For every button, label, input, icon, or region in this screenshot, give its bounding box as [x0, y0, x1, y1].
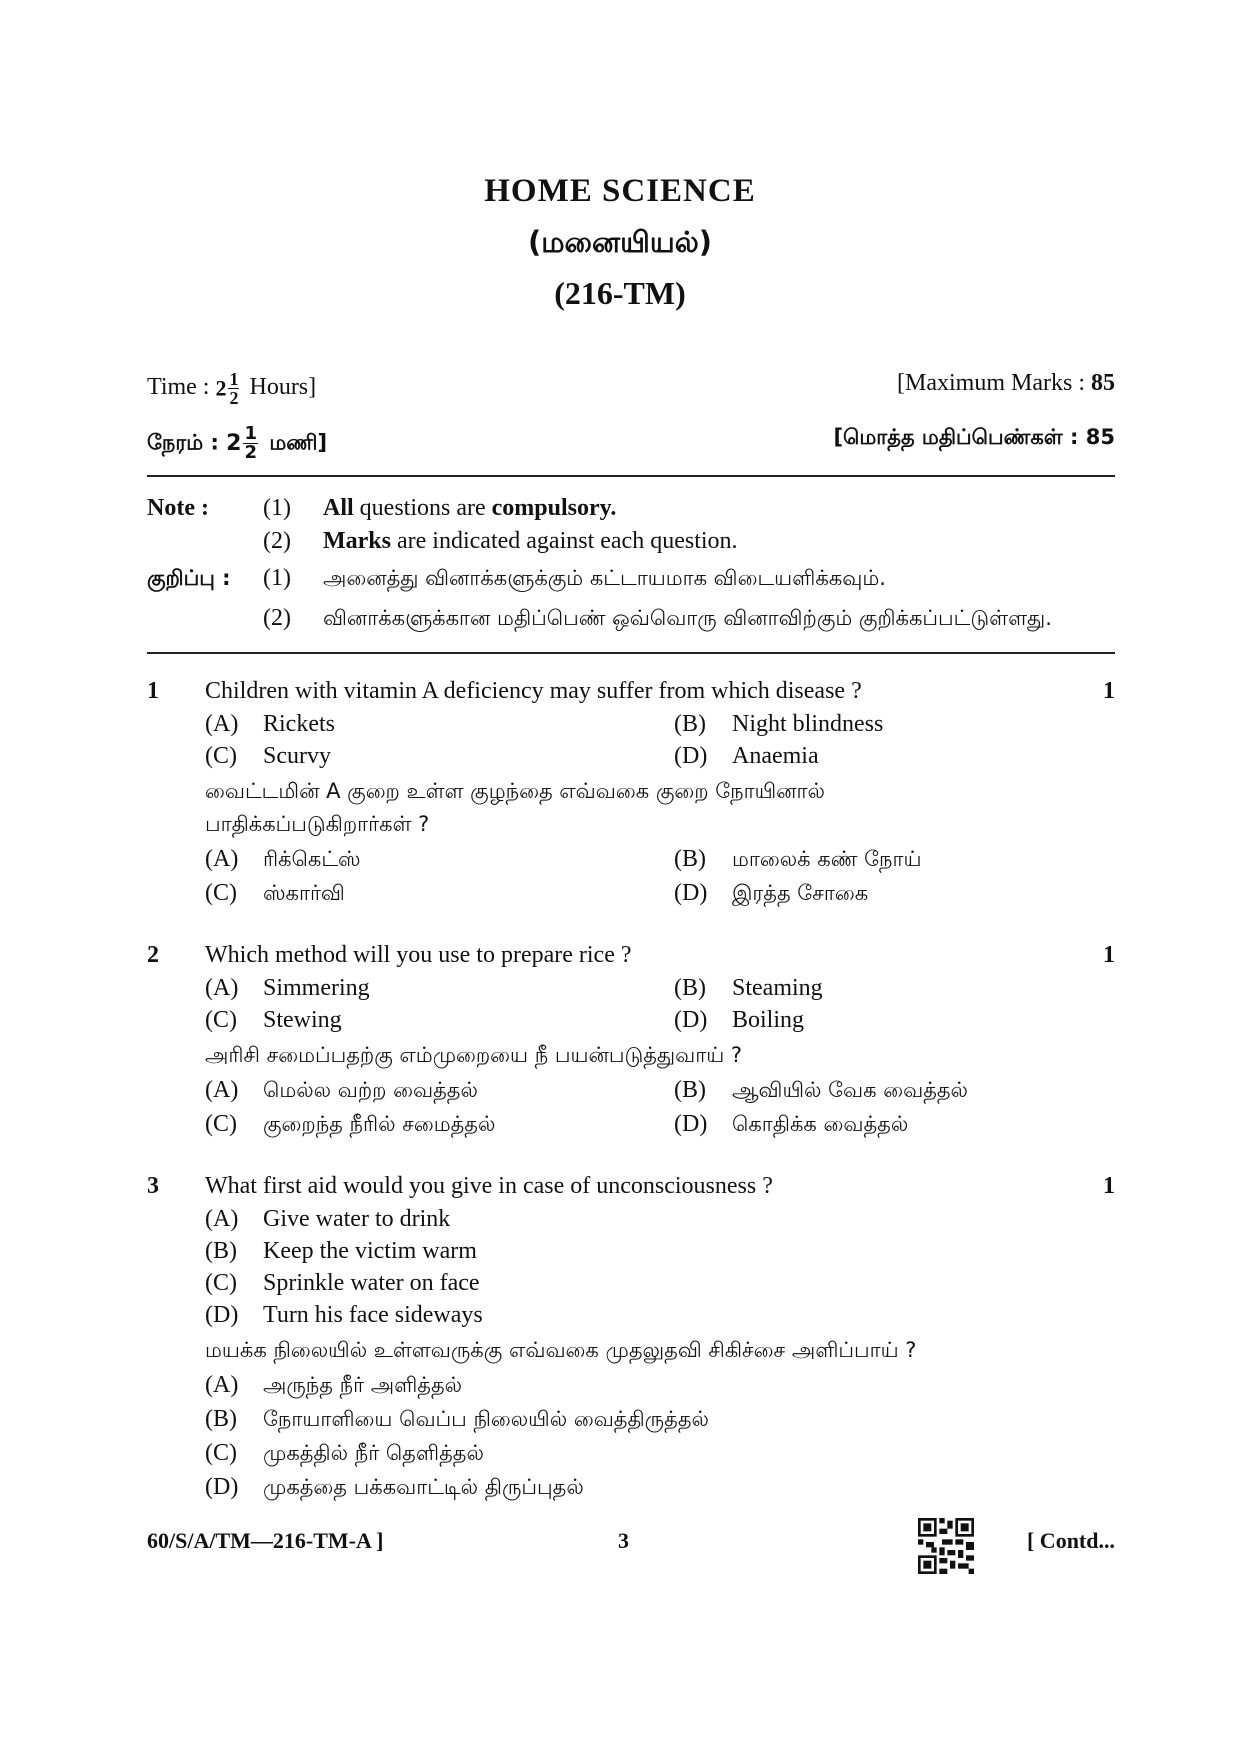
- time-fraction: [228, 370, 239, 407]
- option-letter: (A): [205, 1077, 239, 1103]
- option-text: Rickets: [263, 711, 335, 737]
- option-letter: (B): [674, 846, 706, 872]
- option-text: ரிக்கெட்ஸ்: [263, 847, 361, 871]
- paper-title-tamil: (மனையியல்): [527, 225, 713, 259]
- qr-code-icon: [918, 1518, 974, 1574]
- divider-top: [147, 475, 1115, 477]
- time-fraction-num-tamil: 1: [244, 423, 257, 444]
- question-text-en: What first aid would you give in case of unconsciousness ?: [205, 1173, 773, 1199]
- option-a-ta: [205, 846, 361, 874]
- max-marks-label-tamil: [மொத்த மதிப்பெண்கள் :: [833, 425, 1079, 449]
- option-text: மாலைக் கண் நோய்: [732, 847, 922, 871]
- time-fraction-tamil: [243, 425, 258, 462]
- option-letter: (B): [674, 1077, 706, 1103]
- option-text: Simmering: [263, 975, 370, 1001]
- option-a-ta: [205, 1372, 462, 1400]
- max-marks-label: [Maximum Marks :: [897, 370, 1085, 396]
- note-en-1-c: compulsory.: [491, 495, 617, 521]
- time-label-tamil: நேரம் :: [147, 430, 219, 455]
- option-text: நோயாளியை வெப்ப நிலையில் வைத்திருத்தல்: [263, 1407, 709, 1431]
- question-text-ta: மயக்க நிலையில் உள்ளவருக்கு எவ்வகை முதலுதவி சிகிச்சை அளிப்பாய் ?: [205, 1338, 917, 1362]
- note-en-2-b: are indicated against each question.: [397, 528, 738, 554]
- option-text: Night blindness: [732, 711, 884, 737]
- option-letter: (C): [205, 743, 237, 769]
- note-en-1-b: questions are: [359, 495, 486, 521]
- option-a-en: [205, 975, 370, 1002]
- option-letter: (B): [205, 1406, 237, 1432]
- option-text: Anaemia: [732, 743, 819, 769]
- note-en-1-a: All: [323, 495, 354, 521]
- option-text: ஆவியில் வேக வைத்தல்: [732, 1078, 968, 1102]
- option-letter: (B): [674, 711, 706, 737]
- option-d-en: [205, 1302, 483, 1329]
- option-text: Sprinkle water on face: [263, 1270, 480, 1296]
- question-marks: 1: [1103, 942, 1115, 968]
- time-whole: 2: [215, 375, 227, 401]
- option-c-ta: [205, 1111, 495, 1139]
- time-unit: Hours]: [249, 374, 317, 401]
- paper-code: (216-TM): [554, 275, 686, 311]
- option-text: Keep the victim warm: [263, 1238, 477, 1264]
- time-fraction-den-tamil: 2: [244, 442, 257, 463]
- question-number: 1: [147, 678, 159, 704]
- option-text: இரத்த சோகை: [732, 881, 869, 905]
- option-text: Turn his face sideways: [263, 1302, 483, 1328]
- option-letter: (A): [205, 846, 239, 872]
- option-letter: (C): [205, 1270, 237, 1296]
- max-marks-en: [897, 370, 1115, 397]
- option-text: Give water to drink: [263, 1206, 451, 1232]
- option-c-en: [205, 1270, 480, 1297]
- max-marks-value: 85: [1091, 370, 1115, 396]
- option-letter: (D): [205, 1474, 239, 1500]
- option-letter: (B): [205, 1238, 237, 1264]
- option-c-ta: [205, 880, 345, 908]
- option-letter: (D): [674, 1007, 708, 1033]
- option-letter: (A): [205, 975, 239, 1001]
- option-letter: (A): [205, 1372, 239, 1398]
- option-d-en: [674, 743, 819, 770]
- option-d-ta: [674, 880, 868, 908]
- time-fraction-den: 2: [229, 388, 239, 408]
- option-letter: (C): [205, 1007, 237, 1033]
- option-a-en: [205, 1206, 450, 1233]
- option-text: Stewing: [263, 1007, 342, 1033]
- option-text: குறைந்த நீரில் சமைத்தல்: [263, 1112, 496, 1136]
- option-b-en: [205, 1238, 477, 1265]
- note-num-1: (1): [263, 495, 291, 521]
- option-b-en: [674, 975, 823, 1002]
- note-en-2: [323, 528, 738, 555]
- option-b-ta: [674, 1077, 968, 1105]
- max-marks-ta: [833, 425, 1115, 452]
- max-marks-value-tamil: 85: [1085, 425, 1115, 449]
- option-d-en: [674, 1007, 804, 1034]
- option-letter: (A): [205, 1206, 239, 1232]
- question-text-ta-line2: பாதிக்கப்படுகிறார்கள் ?: [205, 812, 430, 836]
- question-text-en: Children with vitamin A deficiency may suffer from which disease ?: [205, 678, 862, 704]
- note-num-2: (2): [263, 528, 291, 554]
- note-en-1: [323, 495, 616, 522]
- option-letter: (D): [674, 743, 708, 769]
- option-text: மெல்ல வற்ற வைத்தல்: [263, 1078, 478, 1102]
- option-text: கொதிக்க வைத்தல்: [732, 1112, 909, 1136]
- question-text-en: Which method will you use to prepare rice ?: [205, 942, 632, 968]
- option-letter: (D): [674, 880, 708, 906]
- option-d-ta: [674, 1111, 908, 1139]
- note-ta-1: அனைத்து வினாக்களுக்கும் கட்டாயமாக விடையளிக்கவும்.: [323, 566, 886, 590]
- question-text-ta: அரிசி சமைப்பதற்கு எம்முறையை நீ பயன்படுத்துவாய் ?: [205, 1043, 743, 1067]
- page-number: 3: [618, 1528, 629, 1553]
- question-text-ta-line1: வைட்டமின் A குறை உள்ள குழந்தை எவ்வகை குறை நோயினால்: [205, 779, 825, 803]
- question-marks: 1: [1103, 678, 1115, 704]
- option-letter: (C): [205, 1111, 237, 1137]
- question-number: 3: [147, 1173, 159, 1199]
- time-ta: [147, 425, 327, 462]
- paper-title: HOME SCIENCE: [484, 173, 756, 209]
- time-whole-tamil: 2: [226, 431, 242, 456]
- option-a-ta: [205, 1077, 478, 1105]
- option-b-en: [674, 711, 883, 738]
- option-text: ஸ்கார்வி: [263, 881, 345, 905]
- option-b-ta: [205, 1406, 709, 1434]
- continued-label: [ Contd...: [1026, 1528, 1115, 1553]
- question-marks: 1: [1103, 1173, 1115, 1199]
- option-letter: (C): [205, 880, 237, 906]
- option-letter: (B): [674, 975, 706, 1001]
- option-c-en: [205, 1007, 342, 1034]
- option-c-ta: [205, 1440, 484, 1468]
- option-a-en: [205, 711, 335, 738]
- footer-paper-code: 60/S/A/TM—216-TM-A ]: [147, 1528, 384, 1553]
- note-label: Note :: [147, 495, 209, 521]
- note-en-2-a: Marks: [323, 528, 391, 554]
- time-en: [147, 370, 316, 407]
- option-letter: (A): [205, 711, 239, 737]
- time-unit-tamil: மணி]: [269, 430, 328, 455]
- option-text: Scurvy: [263, 743, 331, 769]
- option-text: அருந்த நீர் அளித்தல்: [263, 1373, 463, 1397]
- option-b-ta: [674, 846, 921, 874]
- option-c-en: [205, 743, 331, 770]
- option-letter: (D): [674, 1111, 708, 1137]
- option-text: Steaming: [732, 975, 823, 1001]
- option-text: முகத்தில் நீர் தெளித்தல்: [263, 1441, 484, 1465]
- option-letter: (D): [205, 1302, 239, 1328]
- option-text: Boiling: [732, 1007, 805, 1033]
- divider-notes: [147, 652, 1115, 654]
- time-label: Time :: [147, 374, 210, 401]
- note-num-ta-1: (1): [263, 565, 291, 591]
- option-text: முகத்தை பக்கவாட்டில் திருப்புதல்: [263, 1475, 584, 1499]
- question-number: 2: [147, 942, 159, 968]
- note-label-tamil: குறிப்பு :: [147, 566, 231, 590]
- note-num-ta-2: (2): [263, 605, 291, 631]
- option-d-ta: [205, 1474, 584, 1502]
- note-ta-2: வினாக்களுக்கான மதிப்பெண் ஒவ்வொரு வினாவிற்கும் குறிக்கப்பட்டுள்ளது.: [323, 606, 1052, 630]
- time-fraction-num: 1: [229, 369, 239, 389]
- option-letter: (C): [205, 1440, 237, 1466]
